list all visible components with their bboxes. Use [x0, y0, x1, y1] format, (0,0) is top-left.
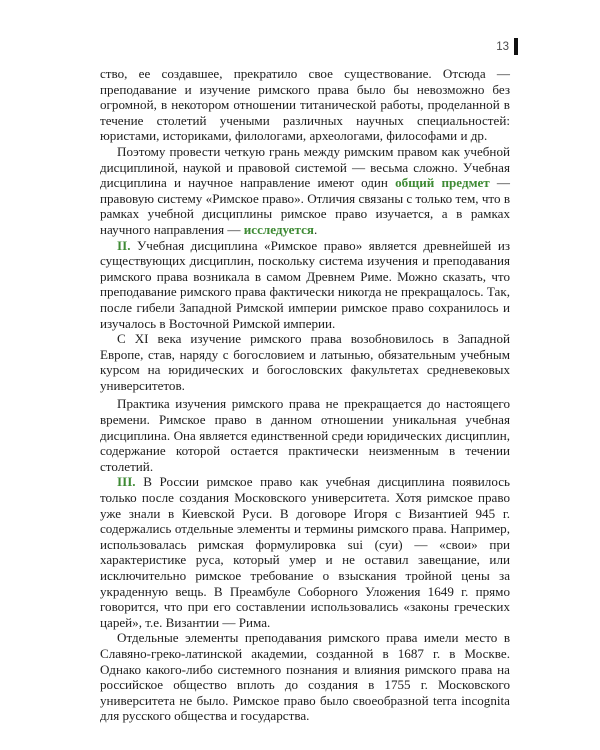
- page-marker-bar: [514, 38, 518, 55]
- paragraph-6: [100, 474, 510, 630]
- paragraph-7-text: Отдельные элементы преподавания римского права имели место в Славяно-греко-латинской академии, созданной в 1687 г. в Москве. Однако какого-либо системного познания и влияния римского права на российское общество вплоть до создания в 1755 г. Московского университета не было. Римское право было своеобразной terra incognita для русского общества и государства.: [100, 630, 510, 724]
- term-common-subject: общий предмет: [395, 175, 490, 191]
- paragraph-3: [100, 238, 510, 332]
- paragraph-4-text: С XI века изучение римского права возобновилось в Западной Европе, став, наряду с богословием и латынью, обязательным учебным курсом на юридических и богословских факультетах средневековых университетов.: [100, 331, 510, 393]
- page-number: 13: [496, 41, 509, 53]
- paragraph-2-text-a: Поэтому провести четкую грань между римским правом как учебной дисциплиной, наукой и правовой системой — весьма сложно. Учебная дисциплина и научное направление имеют один: [100, 143, 510, 191]
- paragraph-1-text: ство, ее создавшее, прекратило свое существование. Отсюда — преподавание и изучение римского права было бы невозможно без огромной, в некотором отношении титанической работы, проделанной в течение столетий учеными различных научных специальностей: юристами, историками, филологами, археологами, философами и др.: [100, 66, 510, 144]
- section-numeral-iii: III.: [117, 474, 136, 490]
- text-body: [100, 66, 510, 724]
- paragraph-1: [100, 66, 510, 144]
- paragraph-2: [100, 144, 510, 238]
- paragraph-2-text-b: — правовую систему «Римское право». Отличия связаны с только тем, что в рамках учебной дисциплины римское право изучается, а в рамках научного направления —: [100, 175, 510, 237]
- paragraph-7: [100, 630, 510, 724]
- term-researched: исследуется: [243, 221, 314, 237]
- paragraph-4: [100, 331, 510, 393]
- paragraph-5-text: Практика изучения римского права не прекращается до настоящего времени. Римское право в данном отношении уникальная учебная дисциплина. Она является единственной среди юридических дисциплин, содержание которой остается практически неизменным в течении столетий.: [100, 396, 510, 474]
- paragraph-3-text: Учебная дисциплина «Римское право» является древнейшей из существующих дисциплин, поскольку система изучения и преподавания римского права возникала в самом Древнем Риме. Можно сказать, что преподавание римского права фактически никогда не прекращалось. Так, после гибели Западной Римской империи римское право сохранилось и изучалось в Восточной Римской империи.: [100, 237, 510, 331]
- section-numeral-ii: II.: [117, 237, 131, 253]
- paragraph-2-text-c: .: [313, 221, 318, 237]
- paragraph-6-text: В России римское право как учебная дисциплина появилось только после создания Московского университета. Хотя римское право уже знали в Киевской Руси. В договоре Игоря с Византией 945 г. содержались отдельные элементы и термины римского права. Например, использовалась римская формулировка sui (суи) — «свои» при характеристике руса, который умер и не оставил завещание, или исключительно римское требование о взыскания тройной цены за украденную вещь. В Преамбуле Соборного Уложения 1649 г. прямо говорится, что при его составлении использовались «законы греческих царей», т.е. Византии — Рима.: [100, 474, 510, 630]
- paragraph-5: [100, 396, 510, 474]
